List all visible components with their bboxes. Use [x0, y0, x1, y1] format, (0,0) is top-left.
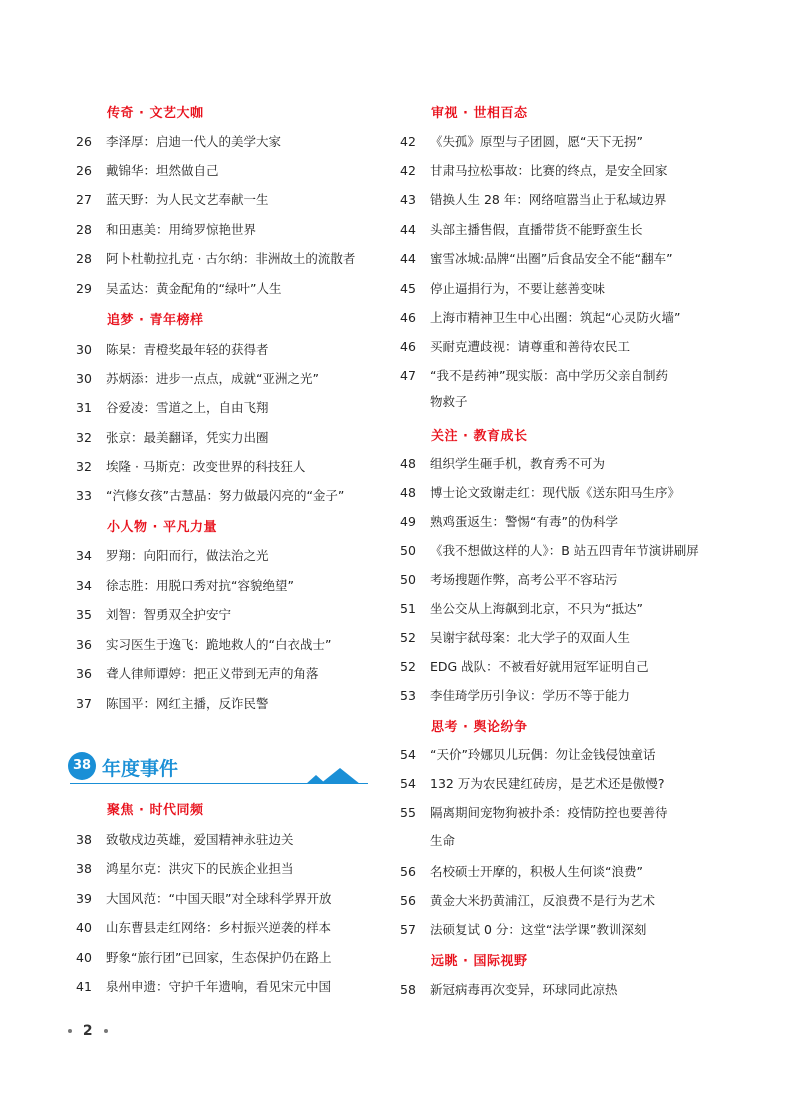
toc-entry[interactable]: [400, 657, 649, 675]
toc-entry[interactable]: [76, 830, 294, 848]
page-number: 50: [400, 572, 416, 587]
toc-entry[interactable]: [76, 694, 269, 712]
toc-entry[interactable]: [76, 977, 331, 995]
page-number: 52: [400, 630, 416, 645]
page-number: 56: [400, 893, 416, 908]
page-number: 44: [400, 251, 416, 266]
entry-title: 大国风范：“中国天眼”对全球科学界开放: [106, 891, 332, 906]
entry-title: 买耐克遭歧视：请尊重和善待农民工: [430, 339, 631, 354]
toc-entry[interactable]: [76, 369, 319, 387]
page-number: 28: [76, 222, 92, 237]
section-heading-society: 审视 · 世相百态: [431, 106, 528, 121]
toc-entry[interactable]: [400, 366, 730, 416]
entry-title: “天价”玲娜贝儿玩偶：勿让金钱侵蚀童话: [430, 747, 656, 762]
entry-title: “汽修女孩”古慧晶：努力做最闪亮的“金子”: [106, 488, 345, 503]
entry-title: “我不是药神”现实版：高中学历父亲自制药: [430, 368, 668, 383]
toc-entry[interactable]: [400, 161, 668, 179]
entry-title: 132 万为农民建红砖房，是艺术还是傲慢?: [430, 776, 665, 791]
entry-title: 谷爱凌：雪道之上，自由飞翔: [106, 400, 269, 415]
toc-entry[interactable]: [76, 635, 331, 653]
page-number: 30: [76, 371, 92, 386]
page-number: 50: [400, 543, 416, 558]
page-number: 35: [76, 607, 92, 622]
page-number: 48: [400, 485, 416, 500]
entry-title: 坐公交从上海飙到北京，不只为“抵达”: [430, 601, 643, 616]
entry-title: 名校硕士开摩的，积极人生何谈“浪费”: [430, 864, 643, 879]
chapter-header: [68, 752, 368, 786]
toc-entry[interactable]: [400, 599, 643, 617]
page-number: 40: [76, 950, 92, 965]
entry-title: 戴锦华：坦然做自己: [106, 163, 219, 178]
toc-entry[interactable]: [400, 891, 655, 909]
toc-entry[interactable]: [76, 457, 305, 475]
entry-title-continued: 物救子: [430, 394, 468, 409]
entry-title: 《我不想做这样的人》：B 站五四青年节演讲刷屏: [430, 543, 699, 558]
section-heading-legend: 传奇 · 文艺大咖: [107, 106, 204, 121]
entry-title: EDG 战队：不被看好就用冠军证明自己: [430, 659, 649, 674]
entry-title: 吴孟达：黄金配角的“绿叶”人生: [106, 281, 282, 296]
toc-entry[interactable]: [400, 774, 664, 792]
toc-entry[interactable]: [400, 337, 630, 355]
entry-title: 博士论文致谢走红：现代版《送东阳马生序》: [430, 485, 681, 500]
toc-entry[interactable]: [400, 220, 643, 238]
page-number-footer: 2: [82, 1023, 93, 1039]
entry-title: 《失孤》原型与子团圆，愿“天下无拐”: [430, 134, 643, 149]
toc-entry[interactable]: [400, 862, 643, 880]
page-number: 47: [400, 368, 416, 383]
entry-title: 头部主播售假，直播带货不能野蛮生长: [430, 222, 643, 237]
entry-title: 隔离期间宠物狗被扑杀：疫情防控也要善待: [430, 805, 668, 820]
toc-entry[interactable]: [76, 605, 231, 623]
toc-entry[interactable]: [76, 546, 269, 564]
toc-entry[interactable]: [400, 920, 646, 938]
toc-entry[interactable]: [400, 454, 605, 472]
entry-title: 李佳琦学历引争议：学历不等于能力: [430, 688, 631, 703]
toc-entry[interactable]: [400, 190, 666, 208]
entry-title-continued: 生命: [430, 833, 456, 848]
toc-entry[interactable]: [76, 664, 319, 682]
entry-title: 蓝天野：为人民文艺奉献一生: [106, 192, 269, 207]
page-number: 58: [400, 982, 416, 997]
page-number: 34: [76, 578, 92, 593]
page-number: 31: [76, 400, 92, 415]
section-heading-focus: 聚焦 · 时代同频: [107, 803, 204, 818]
entry-title: 新冠病毒再次变异，环球同此凉热: [430, 982, 618, 997]
entry-title: 致敬戍边英雄，爱国精神永驻边关: [106, 832, 294, 847]
page-number: 48: [400, 456, 416, 471]
page-number: 54: [400, 747, 416, 762]
toc-entry[interactable]: [400, 628, 630, 646]
toc-entry[interactable]: [76, 398, 269, 416]
page-number: 55: [400, 805, 416, 820]
page-number: 49: [400, 514, 416, 529]
page-number: 27: [76, 192, 92, 207]
page-number: 42: [400, 134, 416, 149]
entry-title: 罗翔：向阳而行，做法治之光: [106, 548, 269, 563]
toc-entry[interactable]: [400, 541, 699, 559]
toc-entry[interactable]: [400, 132, 643, 150]
entry-title: 刘智：智勇双全护安宁: [106, 607, 232, 622]
toc-entry[interactable]: [76, 132, 281, 150]
page-number: 54: [400, 776, 416, 791]
section-heading-international: 远眺 · 国际视野: [431, 954, 528, 969]
entry-title: 徐志胜：用脱口秀对抗“容貌绝望”: [106, 578, 294, 593]
entry-title: 张京：最美翻译，凭实力出圈: [106, 430, 269, 445]
entry-title: 上海市精神卫生中心出圈：筑起“心灵防火墙”: [430, 310, 681, 325]
toc-entry[interactable]: [400, 308, 680, 326]
page-number: 39: [76, 891, 92, 906]
entry-title: 和田惠美：用绮罗惊艳世界: [106, 222, 257, 237]
section-heading-ordinary: 小人物 · 平凡力量: [107, 520, 217, 535]
page-number: 57: [400, 922, 416, 937]
page-number: 37: [76, 696, 92, 711]
toc-entry[interactable]: [76, 340, 269, 358]
page-number: 30: [76, 342, 92, 357]
page-footer: [68, 1023, 108, 1039]
page-number: 44: [400, 222, 416, 237]
entry-title: 李泽厚：启迪一代人的美学大家: [106, 134, 282, 149]
toc-entry[interactable]: [76, 249, 355, 267]
page-number: 32: [76, 430, 92, 445]
toc-entry[interactable]: [400, 279, 605, 297]
toc-entry[interactable]: [400, 570, 618, 588]
page-number: 45: [400, 281, 416, 296]
toc-entry[interactable]: [76, 486, 344, 504]
mountain-icon: [306, 768, 368, 784]
entry-title: 苏炳添：进步一点点，成就“亚洲之光”: [106, 371, 319, 386]
entry-title: 阿卜杜勒拉扎克 · 古尔纳：非洲故土的流散者: [106, 251, 356, 266]
page-number: 51: [400, 601, 416, 616]
entry-title: 错换人生 28 年：网络喧嚣当止于私域边界: [430, 192, 667, 207]
entry-title: 泉州申遗：守护千年遗响，看见宋元中国: [106, 979, 332, 994]
page-number: 38: [76, 861, 92, 876]
page-number: 52: [400, 659, 416, 674]
entry-title: 聋人律师谭婷：把正义带到无声的角落: [106, 666, 319, 681]
entry-title: 熟鸡蛋返生：警惕“有毒”的伪科学: [430, 514, 618, 529]
entry-title: 野象“旅行团”已回家，生态保护仍在路上: [106, 950, 332, 965]
entry-title: 陈杲：青橙奖最年轻的获得者: [106, 342, 269, 357]
entry-title: 组织学生砸手机，教育秀不可为: [430, 456, 606, 471]
entry-title: 实习医生于逸飞：跪地救人的“白衣战士”: [106, 637, 332, 652]
toc-entry[interactable]: [76, 576, 294, 594]
page-number: 26: [76, 163, 92, 178]
toc-entry[interactable]: [400, 686, 630, 704]
page-number: 53: [400, 688, 416, 703]
page-number: 40: [76, 920, 92, 935]
page-number: 34: [76, 548, 92, 563]
toc-entry[interactable]: [76, 220, 256, 238]
toc-entry[interactable]: [400, 745, 655, 763]
entry-title: 停止逼捐行为，不要让慈善变味: [430, 281, 606, 296]
toc-entry[interactable]: [76, 948, 331, 966]
toc-entry[interactable]: [76, 161, 219, 179]
toc-entry[interactable]: [76, 889, 331, 907]
chapter-title: 年度事件: [102, 758, 179, 780]
entry-title: 鸿星尔克：洪灾下的民族企业担当: [106, 861, 294, 876]
page-number: 33: [76, 488, 92, 503]
section-heading-debate: 思考 · 舆论纷争: [431, 720, 528, 735]
entry-title: 黄金大米扔黄浦江，反浪费不是行为艺术: [430, 893, 656, 908]
section-heading-youth: 追梦 · 青年榜样: [107, 313, 204, 328]
page-number: 38: [76, 832, 92, 847]
page-number: 26: [76, 134, 92, 149]
toc-entry[interactable]: [400, 249, 673, 267]
section-heading-education: 关注 · 教育成长: [431, 429, 528, 444]
page-number: 36: [76, 637, 92, 652]
toc-entry[interactable]: [400, 512, 618, 530]
dot-icon: [68, 1029, 72, 1033]
entry-title: 蜜雪冰城:品牌“出圈”后食品安全不能“翻车”: [430, 251, 673, 266]
page-number: 42: [400, 163, 416, 178]
toc-entry[interactable]: [76, 859, 294, 877]
dot-icon: [104, 1029, 108, 1033]
entry-title: 埃隆 · 马斯克：改变世界的科技狂人: [106, 459, 306, 474]
page-number: 36: [76, 666, 92, 681]
toc-entry[interactable]: [76, 279, 281, 297]
toc-entry[interactable]: [400, 980, 618, 998]
entry-title: 陈国平：网红主播，反诈民警: [106, 696, 269, 711]
page-number: 28: [76, 251, 92, 266]
entry-title: 吴谢宇弑母案：北大学子的双面人生: [430, 630, 631, 645]
entry-title: 法硕复试 0 分：这堂“法学课”教训深刻: [430, 922, 647, 937]
toc-entry[interactable]: [400, 483, 680, 501]
toc-entry[interactable]: [76, 428, 269, 446]
chapter-number-badge: 38: [68, 752, 96, 780]
page-number: 41: [76, 979, 92, 994]
entry-title: 考场搜题作弊，高考公平不容玷污: [430, 572, 618, 587]
page-number: 32: [76, 459, 92, 474]
entry-title: 甘肃马拉松事故：比赛的终点，是安全回家: [430, 163, 668, 178]
page-number: 29: [76, 281, 92, 296]
toc-entry[interactable]: [400, 803, 730, 853]
page-number: 56: [400, 864, 416, 879]
page-number: 46: [400, 339, 416, 354]
toc-entry[interactable]: [76, 918, 331, 936]
entry-title: 山东曹县走红网络：乡村振兴逆袭的样本: [106, 920, 332, 935]
page-number: 46: [400, 310, 416, 325]
page-number: 43: [400, 192, 416, 207]
toc-entry[interactable]: [76, 190, 269, 208]
